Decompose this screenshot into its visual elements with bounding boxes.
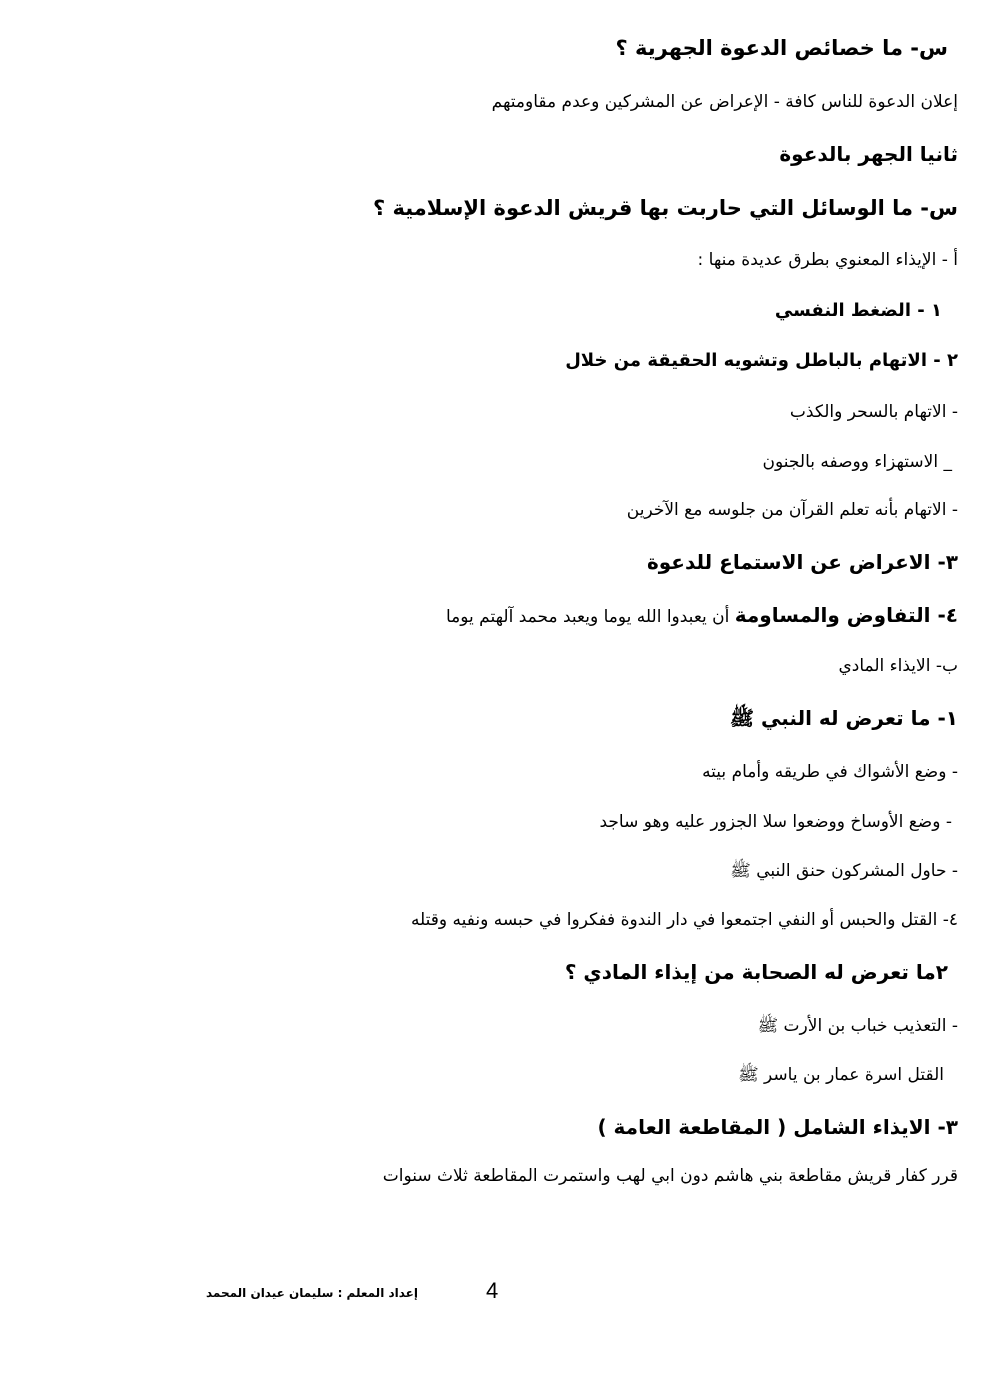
question-heading: س- ما الوسائل التي حاربت بها قريش الدعوة الإسلامية ؟	[373, 196, 958, 220]
footer-author: إعداد المعلم : سليمان عيدان المحمد	[205, 1286, 418, 1300]
numbered-item-text: أن يعبدوا الله يوما ويعبد محمد آلهتم يوما	[445, 607, 730, 627]
page-number: 4	[486, 1278, 499, 1303]
bullet-item: - الاتهام بأنه تعلم القرآن من جلوسه مع الآخرين	[626, 500, 958, 520]
bullet-item: - الاتهام بالسحر والكذب	[789, 402, 958, 422]
bullet-item: _ الاستهزاء ووصفه بالجنون	[762, 452, 952, 472]
numbered-item: ١ - الضغط النفسي	[774, 300, 942, 321]
numbered-heading: ٣- الايذاء الشامل ( المقاطعة العامة )	[597, 1115, 958, 1139]
numbered-heading: ٣- الاعراض عن الاستماع للدعوة	[646, 550, 958, 574]
bullet-item: - وضع الأوساخ ووضعوا سلا الجزور عليه وهو ساجد	[599, 812, 952, 832]
numbered-item: ٢ - الاتهام بالباطل وتشويه الحقيقة من خلال	[565, 350, 958, 371]
bullet-item: - وضع الأشواك في طريقه وأمام بيته	[702, 762, 958, 782]
question-heading: س- ما خصائص الدعوة الجهرية ؟	[615, 36, 948, 60]
numbered-item-with-text	[30, 603, 958, 627]
question-heading: ٢ما تعرض له الصحابة من إيذاء المادي ؟	[564, 960, 948, 984]
bullet-item: - حاول المشركون حنق النبي ﷺ	[730, 861, 958, 881]
paragraph-text: قرر كفار قريش مقاطعة بني هاشم دون ابي لهب واستمرت المقاطعة ثلاث سنوات	[382, 1166, 958, 1186]
sub-item: أ - الإيذاء المعنوي بطرق عديدة منها :	[697, 250, 958, 270]
section-subheading: ب- الايذاء المادي	[838, 656, 958, 676]
numbered-heading: ١- ما تعرض له النبي ﷺ	[729, 706, 958, 730]
answer-text: إعلان الدعوة للناس كافة - الإعراض عن المشركين وعدم مقاومتهم	[491, 92, 958, 112]
section-heading: ثانيا الجهر بالدعوة	[779, 142, 958, 166]
numbered-item: ٤- القتل والحبس أو النفي اجتمعوا في دار الندوة ففكروا في حبسه ونفيه وقتله	[410, 910, 958, 930]
bullet-item: القتل اسرة عمار بن ياسر ﷺ	[738, 1065, 944, 1085]
bullet-item: - التعذيب خباب بن الأرت ﷺ	[757, 1016, 958, 1036]
numbered-item-label: ٤- التفاوض والمساومة	[734, 603, 958, 627]
